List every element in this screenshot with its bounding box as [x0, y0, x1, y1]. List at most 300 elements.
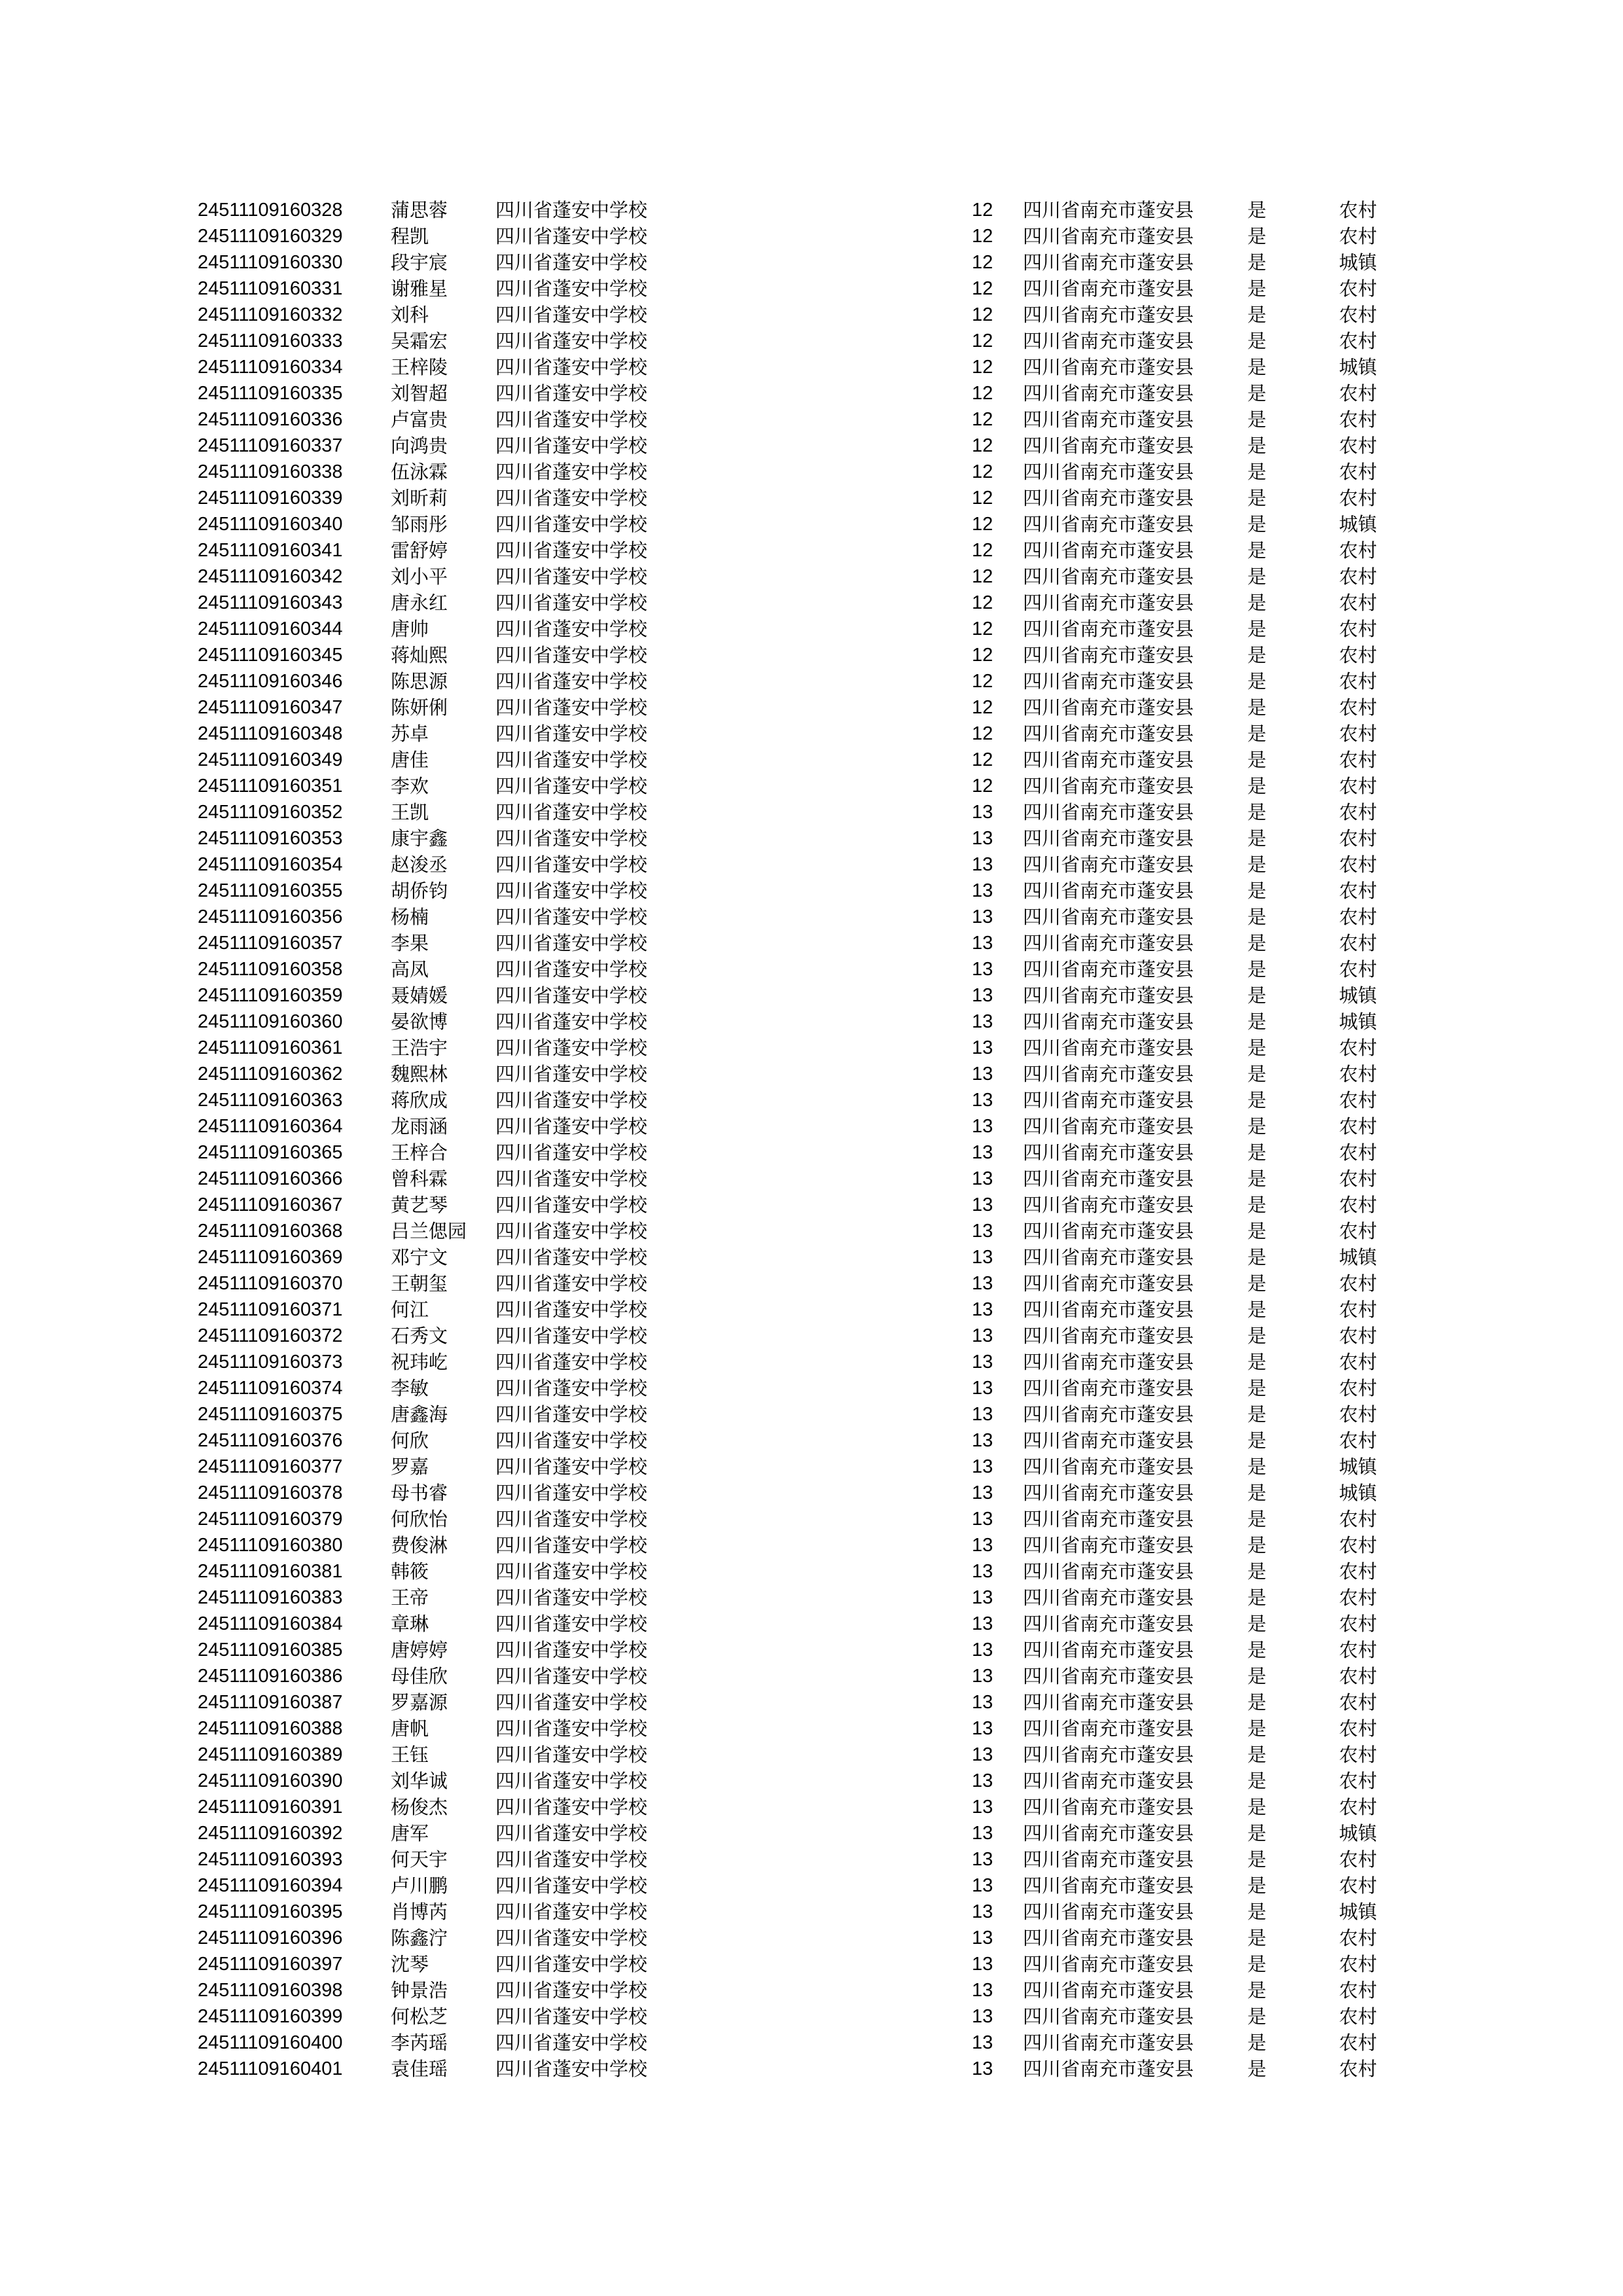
cell-region: 四川省南充市蓬安县 [1023, 1953, 1194, 1975]
cell-flag: 是 [1247, 461, 1267, 483]
table-row [198, 1087, 1398, 1113]
cell-name: 邹雨彤 [391, 513, 448, 535]
cell-region: 四川省南充市蓬安县 [1023, 1325, 1194, 1347]
table-row [198, 852, 1398, 878]
cell-flag: 是 [1247, 539, 1267, 562]
cell-name: 魏熙林 [391, 1063, 448, 1085]
cell-grade: 13 [972, 880, 993, 901]
cell-flag: 是 [1247, 1272, 1267, 1295]
cell-area: 农村 [1339, 1037, 1378, 1059]
cell-region: 四川省南充市蓬安县 [1023, 1534, 1194, 1556]
cell-grade: 13 [972, 1770, 993, 1791]
cell-grade: 12 [972, 331, 993, 351]
table-row [198, 878, 1398, 904]
cell-id: 24511109160396 [198, 1928, 343, 1948]
cell-grade: 13 [972, 1535, 993, 1556]
cell-name: 陈思源 [391, 670, 448, 692]
cell-id: 24511109160388 [198, 1718, 343, 1739]
cell-school: 四川省蓬安中学校 [495, 1351, 648, 1373]
cell-school: 四川省蓬安中学校 [495, 1037, 648, 1059]
cell-region: 四川省南充市蓬安县 [1023, 1220, 1194, 1242]
cell-region: 四川省南充市蓬安县 [1023, 592, 1194, 614]
cell-name: 邓宁文 [391, 1246, 448, 1268]
cell-id: 24511109160385 [198, 1640, 343, 1660]
table-row [198, 904, 1398, 930]
cell-school: 四川省蓬安中学校 [495, 618, 648, 640]
cell-region: 四川省南充市蓬安县 [1023, 1639, 1194, 1661]
cell-school: 四川省蓬安中学校 [495, 1717, 648, 1740]
cell-name: 沈琴 [391, 1953, 429, 1975]
cell-id: 24511109160329 [198, 226, 343, 247]
cell-region: 四川省南充市蓬安县 [1023, 1848, 1194, 1871]
cell-school: 四川省蓬安中学校 [495, 2032, 648, 2054]
cell-area: 农村 [1339, 1953, 1378, 1975]
cell-name: 曾科霖 [391, 1168, 448, 1190]
cell-region: 四川省南充市蓬安县 [1023, 356, 1194, 378]
cell-id: 24511109160369 [198, 1247, 343, 1268]
cell-area: 城镇 [1339, 1822, 1378, 1844]
cell-flag: 是 [1247, 1613, 1267, 1635]
table-row [198, 642, 1398, 668]
cell-grade: 13 [972, 1064, 993, 1085]
cell-grade: 13 [972, 1090, 993, 1111]
cell-grade: 13 [972, 2058, 993, 2079]
cell-flag: 是 [1247, 1744, 1267, 1766]
cell-area: 农村 [1339, 1717, 1378, 1740]
cell-flag: 是 [1247, 880, 1267, 902]
cell-grade: 13 [972, 1378, 993, 1399]
cell-flag: 是 [1247, 1822, 1267, 1844]
cell-school: 四川省蓬安中学校 [495, 1848, 648, 1871]
cell-name: 石秀文 [391, 1325, 448, 1347]
cell-id: 24511109160376 [198, 1430, 343, 1451]
cell-id: 24511109160361 [198, 1037, 343, 1058]
cell-school: 四川省蓬安中学校 [495, 801, 648, 823]
cell-flag: 是 [1247, 1927, 1267, 1949]
cell-school: 四川省蓬安中学校 [495, 906, 648, 928]
cell-grade: 13 [972, 1718, 993, 1739]
cell-flag: 是 [1247, 2005, 1267, 2028]
cell-name: 卢富贵 [391, 408, 448, 431]
cell-region: 四川省南充市蓬安县 [1023, 1874, 1194, 1897]
table-row [198, 1820, 1398, 1846]
cell-region: 四川省南充市蓬安县 [1023, 435, 1194, 457]
cell-id: 24511109160363 [198, 1090, 343, 1111]
cell-region: 四川省南充市蓬安县 [1023, 618, 1194, 640]
cell-name: 刘昕莉 [391, 487, 448, 509]
cell-grade: 12 [972, 383, 993, 404]
cell-school: 四川省蓬安中学校 [495, 1246, 648, 1268]
cell-region: 四川省南充市蓬安县 [1023, 958, 1194, 980]
cell-flag: 是 [1247, 723, 1267, 745]
cell-name: 卢川鹏 [391, 1874, 448, 1897]
cell-name: 何天宇 [391, 1848, 448, 1871]
cell-flag: 是 [1247, 408, 1267, 431]
cell-area: 城镇 [1339, 984, 1378, 1007]
cell-grade: 12 [972, 304, 993, 325]
cell-name: 王朝玺 [391, 1272, 448, 1295]
cell-region: 四川省南充市蓬安县 [1023, 1011, 1194, 1033]
cell-region: 四川省南充市蓬安县 [1023, 749, 1194, 771]
cell-area: 农村 [1339, 225, 1378, 247]
cell-flag: 是 [1247, 1691, 1267, 1713]
cell-area: 农村 [1339, 880, 1378, 902]
cell-name: 罗嘉 [391, 1456, 429, 1478]
cell-region: 四川省南充市蓬安县 [1023, 932, 1194, 954]
cell-school: 四川省蓬安中学校 [495, 1796, 648, 1818]
cell-flag: 是 [1247, 1587, 1267, 1609]
cell-id: 24511109160355 [198, 880, 343, 901]
cell-id: 24511109160330 [198, 252, 343, 273]
cell-region: 四川省南充市蓬安县 [1023, 1089, 1194, 1111]
cell-school: 四川省蓬安中学校 [495, 853, 648, 876]
cell-name: 何欣 [391, 1429, 429, 1452]
table-row [198, 1611, 1398, 1637]
cell-name: 陈妍俐 [391, 696, 448, 719]
cell-id: 24511109160344 [198, 619, 343, 639]
table-row [198, 1585, 1398, 1611]
cell-school: 四川省蓬安中学校 [495, 1639, 648, 1661]
cell-region: 四川省南充市蓬安县 [1023, 1691, 1194, 1713]
table-row [198, 1297, 1398, 1323]
cell-name: 母佳欣 [391, 1665, 448, 1687]
cell-id: 24511109160359 [198, 985, 343, 1006]
table-row [198, 328, 1398, 354]
cell-name: 吴霜宏 [391, 330, 448, 352]
table-row [198, 694, 1398, 721]
cell-name: 聂婧媛 [391, 984, 448, 1007]
cell-id: 24511109160379 [198, 1509, 343, 1530]
cell-flag: 是 [1247, 1508, 1267, 1530]
cell-grade: 13 [972, 1142, 993, 1163]
cell-id: 24511109160380 [198, 1535, 343, 1556]
cell-id: 24511109160342 [198, 566, 343, 587]
cell-school: 四川省蓬安中学校 [495, 1141, 648, 1164]
table-row [198, 485, 1398, 511]
cell-name: 费俊淋 [391, 1534, 448, 1556]
cell-name: 唐佳 [391, 749, 429, 771]
cell-id: 24511109160401 [198, 2058, 343, 2079]
cell-name: 康宇鑫 [391, 827, 448, 850]
table-row [198, 773, 1398, 799]
cell-name: 向鸿贵 [391, 435, 448, 457]
cell-name: 王梓陵 [391, 356, 448, 378]
cell-name: 蒋灿熙 [391, 644, 448, 666]
cell-flag: 是 [1247, 775, 1267, 797]
cell-name: 伍泳霖 [391, 461, 448, 483]
cell-school: 四川省蓬安中学校 [495, 1979, 648, 2001]
cell-id: 24511109160398 [198, 1980, 343, 2001]
table-row [198, 721, 1398, 747]
table-row [198, 1689, 1398, 1715]
cell-area: 农村 [1339, 1979, 1378, 2001]
cell-school: 四川省蓬安中学校 [495, 487, 648, 509]
cell-grade: 13 [972, 1509, 993, 1530]
cell-id: 24511109160328 [198, 200, 343, 221]
cell-area: 农村 [1339, 461, 1378, 483]
cell-area: 农村 [1339, 1299, 1378, 1321]
cell-id: 24511109160370 [198, 1273, 343, 1294]
cell-grade: 12 [972, 357, 993, 378]
cell-school: 四川省蓬安中学校 [495, 1874, 648, 1897]
table-row [198, 1663, 1398, 1689]
cell-school: 四川省蓬安中学校 [495, 1822, 648, 1844]
cell-region: 四川省南充市蓬安县 [1023, 1403, 1194, 1426]
cell-school: 四川省蓬安中学校 [495, 880, 648, 902]
cell-school: 四川省蓬安中学校 [495, 1377, 648, 1399]
cell-name: 韩筱 [391, 1560, 429, 1583]
cell-grade: 13 [972, 1037, 993, 1058]
cell-region: 四川省南充市蓬安县 [1023, 1377, 1194, 1399]
cell-grade: 13 [972, 1744, 993, 1765]
cell-grade: 13 [972, 1797, 993, 1818]
table-row [198, 1427, 1398, 1454]
table-row [198, 1244, 1398, 1270]
cell-area: 农村 [1339, 1744, 1378, 1766]
cell-region: 四川省南充市蓬安县 [1023, 1351, 1194, 1373]
cell-school: 四川省蓬安中学校 [495, 1429, 648, 1452]
cell-school: 四川省蓬安中学校 [495, 1482, 648, 1504]
cell-id: 24511109160357 [198, 933, 343, 954]
cell-grade: 13 [972, 1482, 993, 1503]
cell-area: 农村 [1339, 304, 1378, 326]
cell-id: 24511109160362 [198, 1064, 343, 1085]
table-row [198, 1506, 1398, 1532]
cell-flag: 是 [1247, 330, 1267, 352]
table-row [198, 511, 1398, 537]
table-row [198, 1009, 1398, 1035]
cell-id: 24511109160349 [198, 749, 343, 770]
cell-area: 农村 [1339, 1272, 1378, 1295]
cell-school: 四川省蓬安中学校 [495, 1403, 648, 1426]
cell-school: 四川省蓬安中学校 [495, 461, 648, 483]
cell-region: 四川省南充市蓬安县 [1023, 1141, 1194, 1164]
cell-area: 农村 [1339, 827, 1378, 850]
table-row [198, 930, 1398, 956]
cell-grade: 12 [972, 226, 993, 247]
cell-flag: 是 [1247, 670, 1267, 692]
cell-school: 四川省蓬安中学校 [495, 1011, 648, 1033]
table-row [198, 1925, 1398, 1951]
cell-area: 农村 [1339, 539, 1378, 562]
cell-grade: 12 [972, 278, 993, 299]
cell-id: 24511109160343 [198, 592, 343, 613]
cell-name: 刘小平 [391, 565, 448, 588]
cell-id: 24511109160400 [198, 2032, 343, 2053]
cell-area: 农村 [1339, 801, 1378, 823]
table-row [198, 406, 1398, 433]
cell-grade: 13 [972, 1011, 993, 1032]
cell-flag: 是 [1247, 225, 1267, 247]
cell-id: 24511109160375 [198, 1404, 343, 1425]
cell-name: 高凤 [391, 958, 429, 980]
cell-region: 四川省南充市蓬安县 [1023, 461, 1194, 483]
cell-region: 四川省南充市蓬安县 [1023, 1429, 1194, 1452]
cell-name: 王钰 [391, 1744, 429, 1766]
cell-grade: 13 [972, 1823, 993, 1844]
table-row [198, 1166, 1398, 1192]
cell-name: 何松芝 [391, 2005, 448, 2028]
table-row [198, 1873, 1398, 1899]
cell-flag: 是 [1247, 1848, 1267, 1871]
cell-area: 城镇 [1339, 251, 1378, 274]
cell-id: 24511109160339 [198, 488, 343, 509]
cell-id: 24511109160347 [198, 697, 343, 718]
cell-grade: 13 [972, 2032, 993, 2053]
cell-school: 四川省蓬安中学校 [495, 1325, 648, 1347]
table-row [198, 1454, 1398, 1480]
cell-grade: 13 [972, 1875, 993, 1896]
cell-area: 农村 [1339, 1639, 1378, 1661]
cell-flag: 是 [1247, 1299, 1267, 1321]
cell-id: 24511109160384 [198, 1613, 343, 1634]
cell-flag: 是 [1247, 1377, 1267, 1399]
cell-region: 四川省南充市蓬安县 [1023, 278, 1194, 300]
cell-region: 四川省南充市蓬安县 [1023, 984, 1194, 1007]
cell-flag: 是 [1247, 382, 1267, 404]
table-row [198, 1218, 1398, 1244]
cell-id: 24511109160399 [198, 2006, 343, 2027]
table-row [198, 956, 1398, 982]
cell-school: 四川省蓬安中学校 [495, 1508, 648, 1530]
cell-name: 杨俊杰 [391, 1796, 448, 1818]
cell-flag: 是 [1247, 1482, 1267, 1504]
cell-school: 四川省蓬安中学校 [495, 670, 648, 692]
table-row [198, 2030, 1398, 2056]
cell-school: 四川省蓬安中学校 [495, 644, 648, 666]
cell-flag: 是 [1247, 644, 1267, 666]
cell-id: 24511109160374 [198, 1378, 343, 1399]
cell-flag: 是 [1247, 1560, 1267, 1583]
cell-school: 四川省蓬安中学校 [495, 1272, 648, 1295]
cell-grade: 12 [972, 749, 993, 770]
cell-name: 谢雅星 [391, 278, 448, 300]
cell-school: 四川省蓬安中学校 [495, 2058, 648, 2080]
cell-id: 24511109160393 [198, 1849, 343, 1870]
cell-region: 四川省南充市蓬安县 [1023, 1456, 1194, 1478]
cell-name: 李敏 [391, 1377, 429, 1399]
cell-grade: 13 [972, 1692, 993, 1713]
cell-area: 城镇 [1339, 1901, 1378, 1923]
cell-school: 四川省蓬安中学校 [495, 1168, 648, 1190]
cell-area: 农村 [1339, 2005, 1378, 2028]
cell-flag: 是 [1247, 1770, 1267, 1792]
cell-region: 四川省南充市蓬安县 [1023, 408, 1194, 431]
table-row [198, 1977, 1398, 2003]
cell-id: 24511109160372 [198, 1325, 343, 1346]
cell-name: 王帝 [391, 1587, 429, 1609]
cell-region: 四川省南充市蓬安县 [1023, 853, 1194, 876]
cell-id: 24511109160338 [198, 461, 343, 482]
cell-id: 24511109160371 [198, 1299, 343, 1320]
cell-area: 农村 [1339, 592, 1378, 614]
cell-grade: 13 [972, 1116, 993, 1137]
cell-name: 何欣怡 [391, 1508, 448, 1530]
cell-area: 农村 [1339, 1351, 1378, 1373]
cell-grade: 12 [972, 488, 993, 509]
cell-region: 四川省南充市蓬安县 [1023, 1508, 1194, 1530]
cell-name: 陈鑫泞 [391, 1927, 448, 1949]
cell-id: 24511109160346 [198, 671, 343, 692]
cell-grade: 12 [972, 671, 993, 692]
cell-id: 24511109160394 [198, 1875, 343, 1896]
cell-flag: 是 [1247, 984, 1267, 1007]
cell-flag: 是 [1247, 1874, 1267, 1897]
cell-id: 24511109160386 [198, 1666, 343, 1687]
cell-grade: 13 [972, 1168, 993, 1189]
cell-school: 四川省蓬安中学校 [495, 382, 648, 404]
table-row [198, 1768, 1398, 1794]
table-row [198, 249, 1398, 276]
cell-flag: 是 [1247, 1089, 1267, 1111]
cell-name: 唐帆 [391, 1717, 429, 1740]
cell-grade: 13 [972, 1273, 993, 1294]
cell-area: 农村 [1339, 618, 1378, 640]
cell-school: 四川省蓬安中学校 [495, 1587, 648, 1609]
cell-school: 四川省蓬安中学校 [495, 225, 648, 247]
cell-school: 四川省蓬安中学校 [495, 775, 648, 797]
cell-region: 四川省南充市蓬安县 [1023, 723, 1194, 745]
cell-flag: 是 [1247, 1325, 1267, 1347]
cell-flag: 是 [1247, 592, 1267, 614]
cell-name: 唐军 [391, 1822, 429, 1844]
cell-region: 四川省南充市蓬安县 [1023, 670, 1194, 692]
cell-grade: 13 [972, 959, 993, 980]
table-row [198, 1742, 1398, 1768]
cell-flag: 是 [1247, 1194, 1267, 1216]
cell-flag: 是 [1247, 1141, 1267, 1164]
table-row [198, 2003, 1398, 2030]
cell-area: 农村 [1339, 749, 1378, 771]
cell-grade: 13 [972, 1404, 993, 1425]
cell-area: 农村 [1339, 1508, 1378, 1530]
cell-grade: 13 [972, 1299, 993, 1320]
cell-school: 四川省蓬安中学校 [495, 251, 648, 274]
cell-area: 农村 [1339, 1874, 1378, 1897]
cell-flag: 是 [1247, 801, 1267, 823]
cell-name: 王梓合 [391, 1141, 448, 1164]
cell-school: 四川省蓬安中学校 [495, 1063, 648, 1085]
cell-flag: 是 [1247, 278, 1267, 300]
cell-school: 四川省蓬安中学校 [495, 984, 648, 1007]
cell-region: 四川省南充市蓬安县 [1023, 539, 1194, 562]
table-row [198, 433, 1398, 459]
cell-area: 农村 [1339, 1089, 1378, 1111]
cell-school: 四川省蓬安中学校 [495, 1901, 648, 1923]
cell-id: 24511109160353 [198, 828, 343, 849]
cell-grade: 12 [972, 619, 993, 639]
cell-id: 24511109160381 [198, 1561, 343, 1582]
cell-id: 24511109160351 [198, 776, 343, 797]
cell-area: 农村 [1339, 2058, 1378, 2080]
cell-school: 四川省蓬安中学校 [495, 827, 648, 850]
cell-id: 24511109160354 [198, 854, 343, 875]
cell-area: 城镇 [1339, 1482, 1378, 1504]
cell-school: 四川省蓬安中学校 [495, 723, 648, 745]
table-row [198, 2056, 1398, 2082]
cell-region: 四川省南充市蓬安县 [1023, 906, 1194, 928]
cell-region: 四川省南充市蓬安县 [1023, 304, 1194, 326]
cell-grade: 13 [972, 1901, 993, 1922]
cell-region: 四川省南充市蓬安县 [1023, 827, 1194, 850]
cell-id: 24511109160352 [198, 802, 343, 823]
cell-flag: 是 [1247, 1534, 1267, 1556]
cell-grade: 13 [972, 2006, 993, 2027]
table-row [198, 1323, 1398, 1349]
cell-area: 农村 [1339, 1325, 1378, 1347]
table-row [198, 1846, 1398, 1873]
cell-name: 胡侨钧 [391, 880, 448, 902]
